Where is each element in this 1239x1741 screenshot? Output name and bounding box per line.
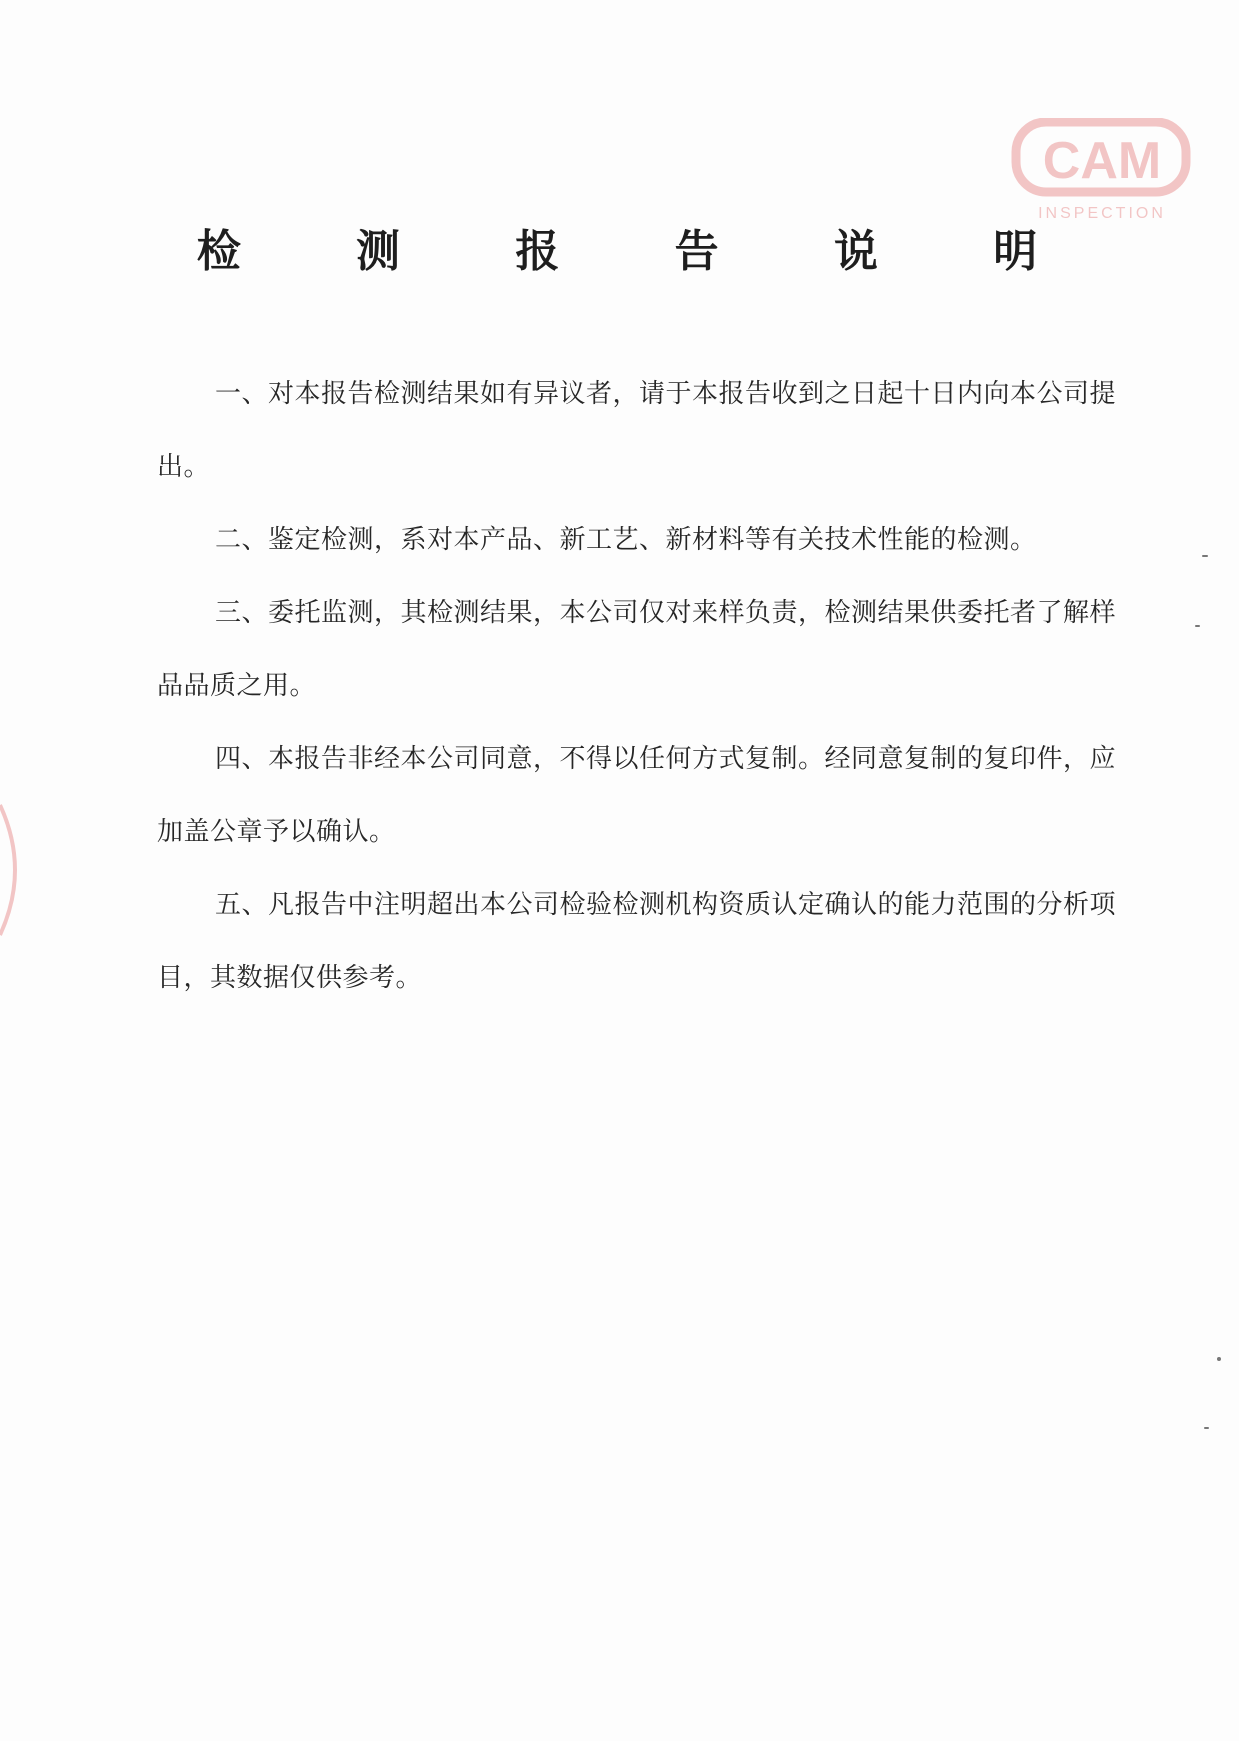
clause-1: 一、对本报告检测结果如有异议者，请于本报告收到之日起十日内向本公司提出。 xyxy=(157,379,1117,482)
scan-speck xyxy=(1204,1427,1209,1429)
seal-edge-icon xyxy=(0,800,30,940)
page-title: 检 测 报 告 说 明 xyxy=(196,226,1088,278)
clause-5: 五、凡报告中注明超出本公司检验检测机构资质认定确认的能力范围的分析项目，其数据仅供参考。 xyxy=(157,890,1117,993)
clause-4: 四、本报告非经本公司同意，不得以任何方式复制。经同意复制的复印件，应加盖公章予以确认。 xyxy=(157,744,1117,847)
scan-speck xyxy=(1195,625,1200,627)
svg-text:INSPECTION: INSPECTION xyxy=(1038,205,1166,222)
scan-speck xyxy=(1202,555,1208,557)
svg-text:CAM: CAM xyxy=(1042,132,1162,190)
scan-speck xyxy=(1217,1357,1221,1361)
clause-2: 二、鉴定检测，系对本产品、新工艺、新材料等有关技术性能的检测。 xyxy=(215,525,1037,555)
clause-3: 三、委托监测，其检测结果，本公司仅对来样负责，检测结果供委托者了解样品品质之用。 xyxy=(157,598,1117,701)
document-body xyxy=(157,358,1127,1015)
